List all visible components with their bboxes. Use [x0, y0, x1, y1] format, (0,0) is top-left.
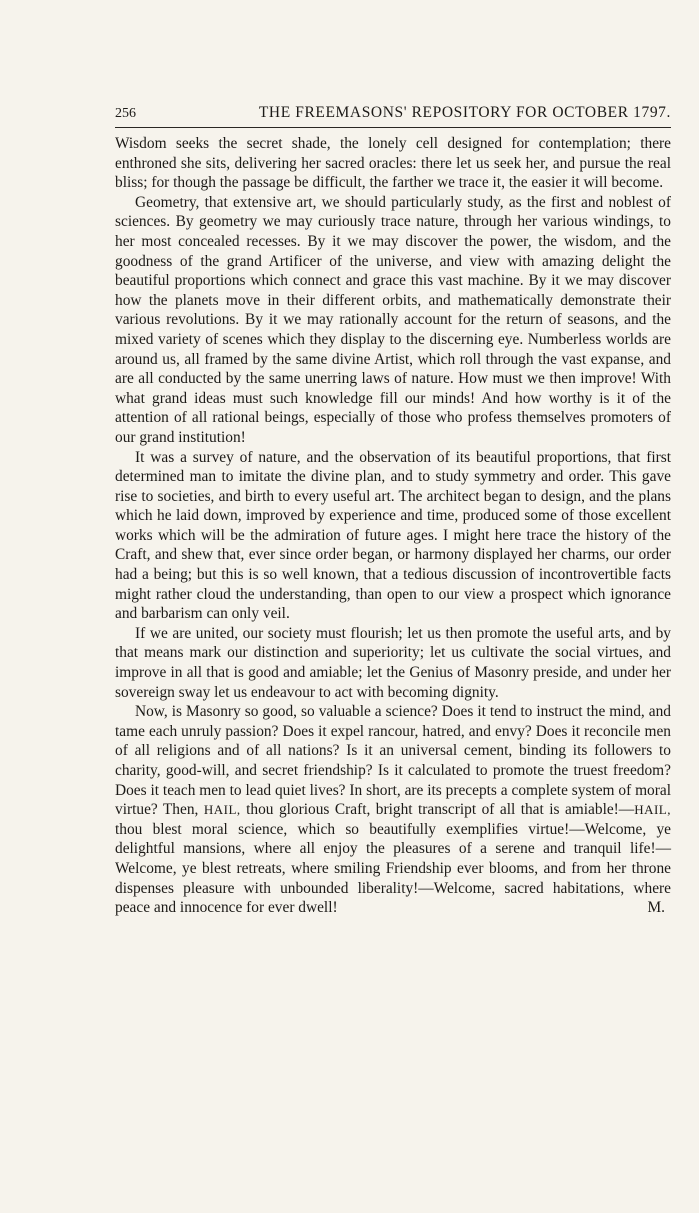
hail-small-caps-2: HAIL,: [634, 802, 671, 818]
running-title: THE FREEMASONS' REPOSITORY FOR OCTOBER 1797.: [258, 104, 671, 121]
paragraph-5: Now, is Masonry so good, so valuable a science? Does it tend to instruct the mind, and tame each unruly passion? Does it expel rancour, hatred, and envy? Does it reconcile men of all religions and of all nations? Is it an universal cement, binding its followers to charity, good-will, and secret friendship? Is it calculated to promote the truest freedom? Does it teach men to lead quiet lives? In short, are its precepts a complete system of moral virtue? Then, HAIL, thou glorious Craft, bright transcript of all that is amiable!—HAIL, thou blest moral science, which so beautifully exemplifies virtue!—Welcome, ye delightful mansions, where all enjoy the pleasures of a serene and tranquil life!—Welcome, ye blest retreats, where smiling Friendship ever blooms, and from her throne dispenses pleasure with unbounded liberality!—Welcome, sacred habitations, where peace and innocence for ever dwell! M.: [115, 703, 671, 917]
paragraph-1: Wisdom seeks the secret shade, the lonely cell designed for contemplation; there enthroned she sits, delivering her sacred oracles: there let us seek her, and pursue the real bliss; for though the passage be difficult, the farther we trace it, the easier it will become.: [115, 135, 671, 192]
article-body: [115, 134, 671, 918]
header-rule: [115, 127, 671, 128]
paragraph-3: It was a survey of nature, and the observation of its beautiful proportions, that first determined man to imitate the divine plan, and to study symmetry and order. This gave rise to societies, and birth to every useful art. The architect began to design, and the plans which he laid down, improved by experience and time, produced some of those excellent works which will be the admiration of future ages. I might here trace the history of the Craft, and shew that, ever since order began, or harmony displayed her charms, our order had a being; but this is so well known, that a tedious discussion of incontrovertible facts might rather cloud the understanding, than open to our view a prospect which ignorance and barbarism can only veil.: [115, 448, 671, 623]
page: [115, 104, 671, 918]
page-number: 256: [115, 106, 136, 121]
paragraph-4: If we are united, our society must flourish; let us then promote the useful arts, and by that means mark our distinction and superiority; let us cultivate the social virtues, and improve in all that is good and amiable; let the Genius of Masonry preside, and under her sovereign sway let us endeavour to act with becoming dignity.: [115, 624, 671, 701]
author-signature: M.: [647, 899, 665, 917]
hail-small-caps: HAIL,: [203, 802, 241, 818]
paragraph-2: Geometry, that extensive art, we should particularly study, as the first and noblest of sciences. By geometry we may curiously trace nature, through her various windings, to her most concealed recesses. By it we may discover the power, the wisdom, and the goodness of the grand Artificer of the universe, and view with amazing delight the beautiful proportions which connect and grace this vast machine. By it we may discover how the planets move in their different orbits, and mathematically demonstrate their various revolutions. By it we may rationally account for the return of seasons, and the mixed variety of scenes which they display to the discerning eye. Numberless worlds are around us, all framed by the same divine Artist, which roll through the vast expanse, and are all conducted by the same unerring laws of nature. How must we then improve! With what grand ideas must such knowledge fill our minds! And how worthy is it of the attention of all rational beings, especially of those who profess themselves promoters of our grand institution!: [115, 193, 671, 446]
running-header: [115, 104, 671, 127]
